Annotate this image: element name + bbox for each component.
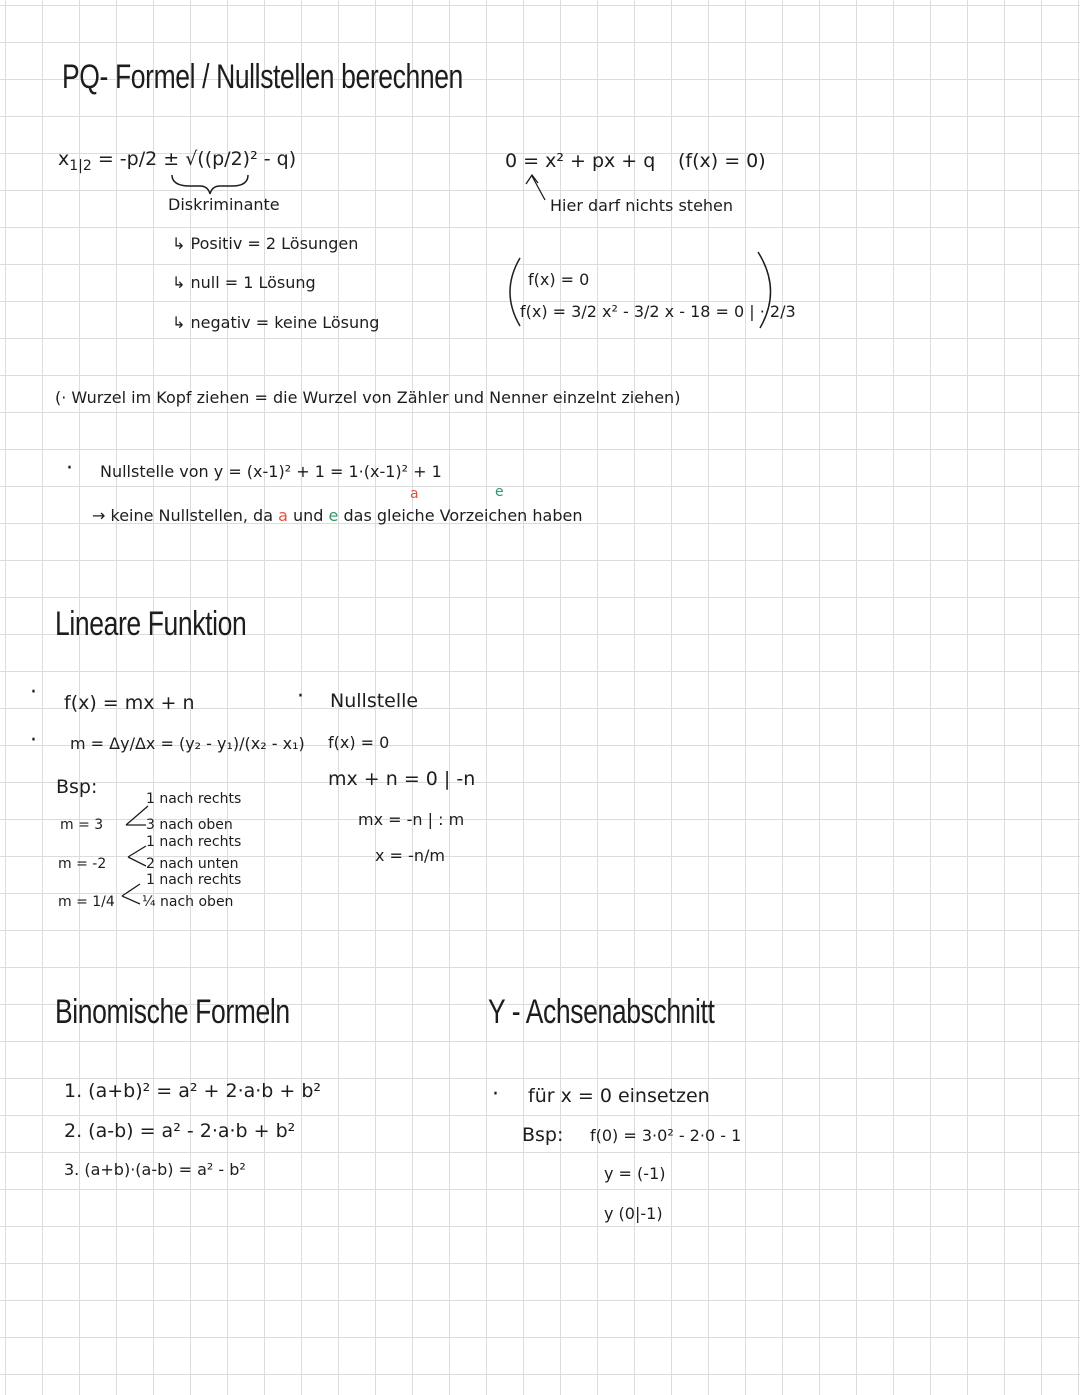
linear-ns-2: mx + n = 0 | -n [328, 768, 476, 790]
bullet: · [492, 1082, 499, 1107]
ex1-dir: 3 nach oben [146, 817, 233, 833]
conclusion-e: e [328, 506, 339, 525]
ex2-m: m = -2 [58, 856, 107, 872]
yachse-bsp: Bsp: [522, 1124, 564, 1146]
binom-2: 2. (a-b) = a² - 2·a·b + b² [64, 1120, 296, 1142]
pq-root-note: (· Wurzel im Kopf ziehen = die Wurzel von Zähler und Nenner einzelnt ziehen) [55, 388, 681, 407]
conclusion-a: a [278, 506, 288, 525]
binom-1: 1. (a+b)² = a² + 2·a·b + b² [64, 1080, 322, 1102]
pq-hint: Hier darf nichts stehen [550, 196, 734, 215]
diskriminante-positiv: ↳ Positiv = 2 Lösungen [172, 234, 359, 253]
label-a: a [410, 486, 419, 502]
slope-branch-2 [128, 846, 146, 866]
binom-3: 3. (a+b)·(a-b) = a² - b² [64, 1160, 246, 1179]
ex2-right: 1 nach rechts [146, 834, 242, 850]
conclusion-suffix: das gleiche Vorzeichen haben [343, 506, 583, 525]
ex3-dir: ¼ nach oben [142, 894, 234, 910]
pq-formula-sub: 1|2 [69, 157, 92, 174]
linear-ns-4: x = -n/m [375, 846, 445, 865]
yachse-title: Y - Achsenabschnitt [488, 993, 715, 1031]
conclusion-prefix: → keine Nullstellen, da [92, 506, 274, 525]
pq-formula-body: = -p/2 ± √((p/2)² - q) [97, 148, 297, 170]
slope-branch-3 [122, 884, 140, 904]
conclusion-mid: und [293, 506, 324, 525]
nullstelle-conclusion [92, 506, 582, 525]
pq-example-line1: f(x) = 0 [528, 270, 590, 289]
example-paren-left [510, 258, 520, 326]
label-e: e [495, 484, 504, 500]
linear-ns-title: Nullstelle [330, 690, 419, 712]
linear-bsp: Bsp: [56, 776, 98, 798]
hint-arrow [526, 175, 545, 200]
ex1-right: 1 nach rechts [146, 791, 242, 807]
diskriminante-label: Diskriminante [168, 195, 280, 214]
ex2-dir: 2 nach unten [146, 856, 239, 872]
diskriminante-null: ↳ null = 1 Lösung [172, 273, 316, 292]
pq-formula-lhs: x [58, 148, 70, 170]
bullet: · [30, 728, 37, 753]
diskriminante-brace [172, 175, 248, 194]
ex3-m: m = 1/4 [58, 894, 115, 910]
bullet: · [297, 684, 304, 709]
pq-f-zero: (f(x) = 0) [678, 150, 766, 172]
yachse-line3: y = (-1) [604, 1164, 666, 1183]
nullstelle-example: Nullstelle von y = (x-1)² + 1 = 1·(x-1)² + 1 [100, 462, 442, 481]
linear-ns-3: mx = -n | : m [358, 810, 465, 829]
bullet: · [66, 456, 73, 481]
ex1-m: m = 3 [60, 817, 104, 833]
linear-f: f(x) = mx + n [64, 692, 195, 714]
binom-title: Binomische Formeln [55, 993, 290, 1031]
yachse-line1: für x = 0 einsetzen [528, 1085, 710, 1107]
diskriminante-negativ: ↳ negativ = keine Lösung [172, 313, 380, 332]
linear-m: m = Δy/Δx = (y₂ - y₁)/(x₂ - x₁) [70, 734, 305, 753]
slope-branch-1 [126, 806, 148, 825]
yachse-line2: f(0) = 3·0² - 2·0 - 1 [590, 1126, 742, 1145]
pq-example-line2: f(x) = 3/2 x² - 3/2 x - 18 = 0 | · 2/3 [520, 302, 796, 321]
bullet: · [30, 680, 37, 705]
linear-title: Lineare Funktion [55, 605, 247, 643]
linear-ns-1: f(x) = 0 [328, 733, 390, 752]
pq-normal-form: 0 = x² + px + q [505, 150, 656, 172]
pq-title: PQ- Formel / Nullstellen berechnen [62, 58, 463, 96]
yachse-line4: y (0|-1) [604, 1204, 663, 1223]
ex3-right: 1 nach rechts [146, 872, 242, 888]
